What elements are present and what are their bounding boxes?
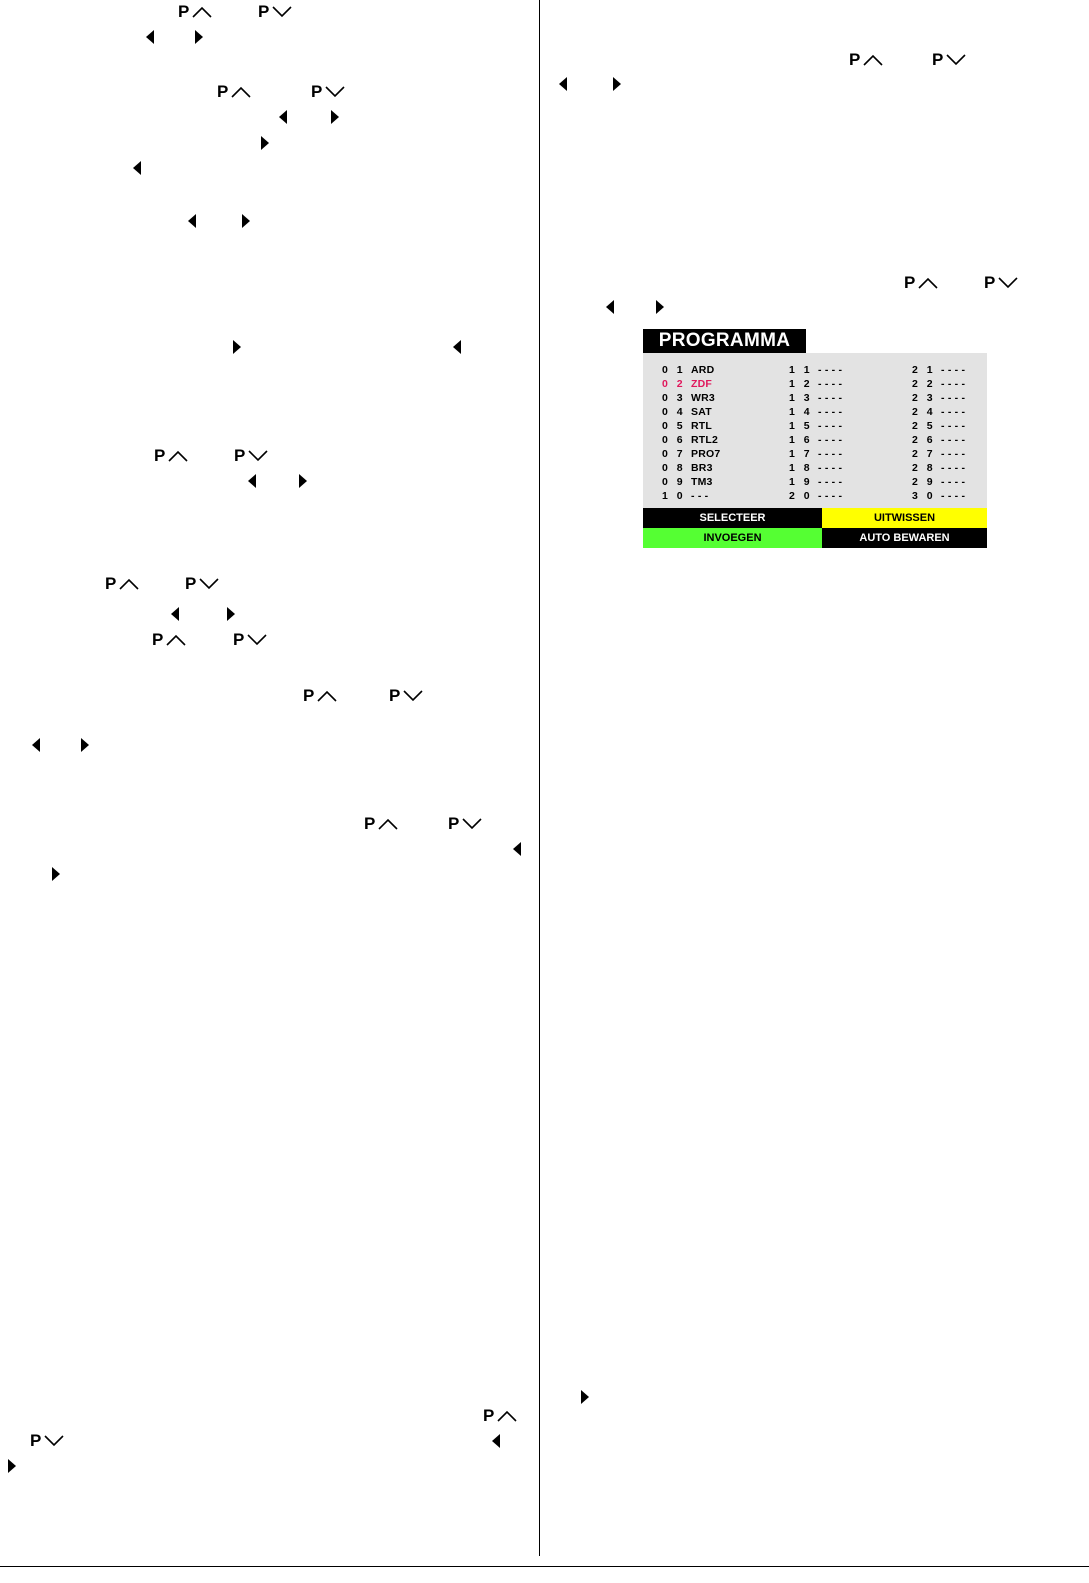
programma-name: - - - - [941, 420, 966, 432]
p-down-key-icon [233, 629, 267, 651]
programma-name: ARD [691, 364, 715, 376]
programma-number: 2 3 [912, 392, 936, 404]
auto-bewaren-button[interactable]: AUTO BEWAREN [822, 528, 987, 548]
p-key-letter: P [30, 1431, 42, 1450]
p-down-key-icon [389, 685, 423, 707]
programma-name: - - - - [818, 364, 843, 376]
chevron-up-icon [192, 6, 212, 18]
programma-name: - - - - [941, 392, 966, 404]
programma-name: - - - - [818, 476, 843, 488]
triangle-right-icon [613, 73, 621, 95]
triangle-left-icon [513, 838, 521, 860]
programma-name: - - - - [941, 490, 966, 502]
programma-name: RTL [691, 420, 713, 432]
programma-number: 2 8 [912, 462, 936, 474]
programma-number: 2 9 [912, 476, 936, 488]
programma-name: - - - - [941, 434, 966, 446]
programma-name: - - - - [818, 462, 843, 474]
triangle-left-icon [133, 157, 141, 179]
p-down-key-icon [30, 1430, 64, 1452]
programma-name: - - - - [818, 406, 843, 418]
chevron-up-icon [317, 690, 337, 702]
programma-name: PRO7 [691, 448, 721, 460]
chevron-down-icon [248, 450, 268, 462]
p-up-key-icon [483, 1405, 517, 1427]
programma-number: 0 4 [662, 406, 686, 418]
p-key-letter: P [849, 50, 861, 69]
programma-number: 2 7 [912, 448, 936, 460]
selecteer-button[interactable]: SELECTEER [643, 508, 822, 528]
programma-name: TM3 [691, 476, 713, 488]
programma-number: 2 5 [912, 420, 936, 432]
programma-number: 2 2 [912, 378, 936, 390]
chevron-down-icon [325, 86, 345, 98]
invoegen-button[interactable]: INVOEGEN [643, 528, 822, 548]
p-up-key-icon [849, 49, 883, 71]
programma-number: 0 5 [662, 420, 686, 432]
p-key-letter: P [105, 574, 117, 593]
chevron-up-icon [119, 578, 139, 590]
chevron-down-icon [44, 1435, 64, 1447]
programma-name: - - - - [818, 420, 843, 432]
programma-name: - - - - [818, 392, 843, 404]
triangle-left-icon [453, 336, 461, 358]
programma-number: 0 2 [662, 378, 686, 390]
programma-number: 2 0 [789, 490, 813, 502]
p-down-key-icon [448, 813, 482, 835]
programma-name: - - - - [941, 448, 966, 460]
programma-number: 2 4 [912, 406, 936, 418]
triangle-left-icon [492, 1430, 500, 1452]
p-key-letter: P [932, 50, 944, 69]
p-key-letter: P [154, 446, 166, 465]
p-key-letter: P [233, 630, 245, 649]
chevron-up-icon [231, 86, 251, 98]
triangle-right-icon [227, 603, 235, 625]
programma-number: 0 6 [662, 434, 686, 446]
p-up-key-icon [152, 629, 186, 651]
chevron-up-icon [168, 450, 188, 462]
programma-name: - - - - [941, 378, 966, 390]
programma-number: 3 0 [912, 490, 936, 502]
chevron-down-icon [199, 578, 219, 590]
triangle-left-icon [248, 470, 256, 492]
programma-name: - - - - [818, 434, 843, 446]
programma-name: SAT [691, 406, 712, 418]
programma-name: - - - - [818, 490, 843, 502]
programma-number: 1 5 [789, 420, 813, 432]
p-down-key-icon [258, 1, 292, 23]
triangle-right-icon [242, 210, 250, 232]
chevron-up-icon [378, 818, 398, 830]
p-down-key-icon [311, 81, 345, 103]
programma-number: 2 1 [912, 364, 936, 376]
chevron-up-icon [863, 54, 883, 66]
programma-name: - - - - [941, 406, 966, 418]
triangle-left-icon [146, 26, 154, 48]
chevron-up-icon [497, 1410, 517, 1422]
programma-osd-menu [643, 329, 987, 548]
programma-name: RTL2 [691, 434, 719, 446]
programma-number: 0 3 [662, 392, 686, 404]
triangle-left-icon [32, 734, 40, 756]
triangle-right-icon [299, 470, 307, 492]
p-key-letter: P [311, 82, 323, 101]
programma-number: 2 6 [912, 434, 936, 446]
column-divider [539, 0, 540, 1556]
triangle-right-icon [233, 336, 241, 358]
triangle-right-icon [581, 1386, 589, 1408]
chevron-up-icon [166, 634, 186, 646]
triangle-right-icon [81, 734, 89, 756]
p-key-letter: P [152, 630, 164, 649]
programma-number: 0 9 [662, 476, 686, 488]
chevron-down-icon [272, 6, 292, 18]
programma-name: - - - [691, 490, 709, 502]
p-up-key-icon [217, 81, 251, 103]
triangle-left-icon [171, 603, 179, 625]
p-key-letter: P [984, 273, 996, 292]
p-key-letter: P [389, 686, 401, 705]
p-up-key-icon [105, 573, 139, 595]
p-key-letter: P [185, 574, 197, 593]
programma-number: 1 6 [789, 434, 813, 446]
p-up-key-icon [364, 813, 398, 835]
triangle-right-icon [52, 863, 60, 885]
p-key-letter: P [234, 446, 246, 465]
triangle-right-icon [261, 132, 269, 154]
p-down-key-icon [932, 49, 966, 71]
chevron-down-icon [247, 634, 267, 646]
programma-number: 1 3 [789, 392, 813, 404]
triangle-left-icon [606, 296, 614, 318]
triangle-right-icon [195, 26, 203, 48]
triangle-right-icon [8, 1455, 16, 1477]
p-key-letter: P [904, 273, 916, 292]
p-key-letter: P [364, 814, 376, 833]
programma-number: 1 4 [789, 406, 813, 418]
programma-name: - - - - [941, 364, 966, 376]
p-key-letter: P [448, 814, 460, 833]
triangle-right-icon [656, 296, 664, 318]
triangle-left-icon [188, 210, 196, 232]
programma-name: WR3 [691, 392, 715, 404]
programma-number: 1 9 [789, 476, 813, 488]
programma-title: PROGRAMMA [643, 329, 806, 353]
chevron-down-icon [403, 690, 423, 702]
programma-name: - - - - [941, 462, 966, 474]
p-up-key-icon [303, 685, 337, 707]
p-down-key-icon [185, 573, 219, 595]
chevron-up-icon [918, 277, 938, 289]
programma-name: BR3 [691, 462, 713, 474]
triangle-left-icon [279, 106, 287, 128]
chevron-down-icon [998, 277, 1018, 289]
triangle-left-icon [559, 73, 567, 95]
programma-table [643, 353, 987, 508]
p-key-letter: P [483, 1406, 495, 1425]
chevron-down-icon [946, 54, 966, 66]
programma-number: 1 8 [789, 462, 813, 474]
p-up-key-icon [904, 272, 938, 294]
programma-number: 0 1 [662, 364, 686, 376]
programma-number: 1 7 [789, 448, 813, 460]
p-key-letter: P [217, 82, 229, 101]
p-down-key-icon [984, 272, 1018, 294]
programma-number: 1 1 [789, 364, 813, 376]
p-up-key-icon [154, 445, 188, 467]
programma-number: 1 0 [662, 490, 686, 502]
programma-name: ZDF [691, 378, 713, 390]
uitwissen-button[interactable]: UITWISSEN [822, 508, 987, 528]
p-up-key-icon [178, 1, 212, 23]
programma-number: 0 7 [662, 448, 686, 460]
footer-rule [0, 1566, 1089, 1567]
triangle-right-icon [331, 106, 339, 128]
programma-number: 0 8 [662, 462, 686, 474]
p-key-letter: P [258, 2, 270, 21]
p-key-letter: P [303, 686, 315, 705]
p-down-key-icon [234, 445, 268, 467]
programma-number: 1 2 [789, 378, 813, 390]
p-key-letter: P [178, 2, 190, 21]
programma-name: - - - - [941, 476, 966, 488]
chevron-down-icon [462, 818, 482, 830]
programma-name: - - - - [818, 378, 843, 390]
programma-name: - - - - [818, 448, 843, 460]
